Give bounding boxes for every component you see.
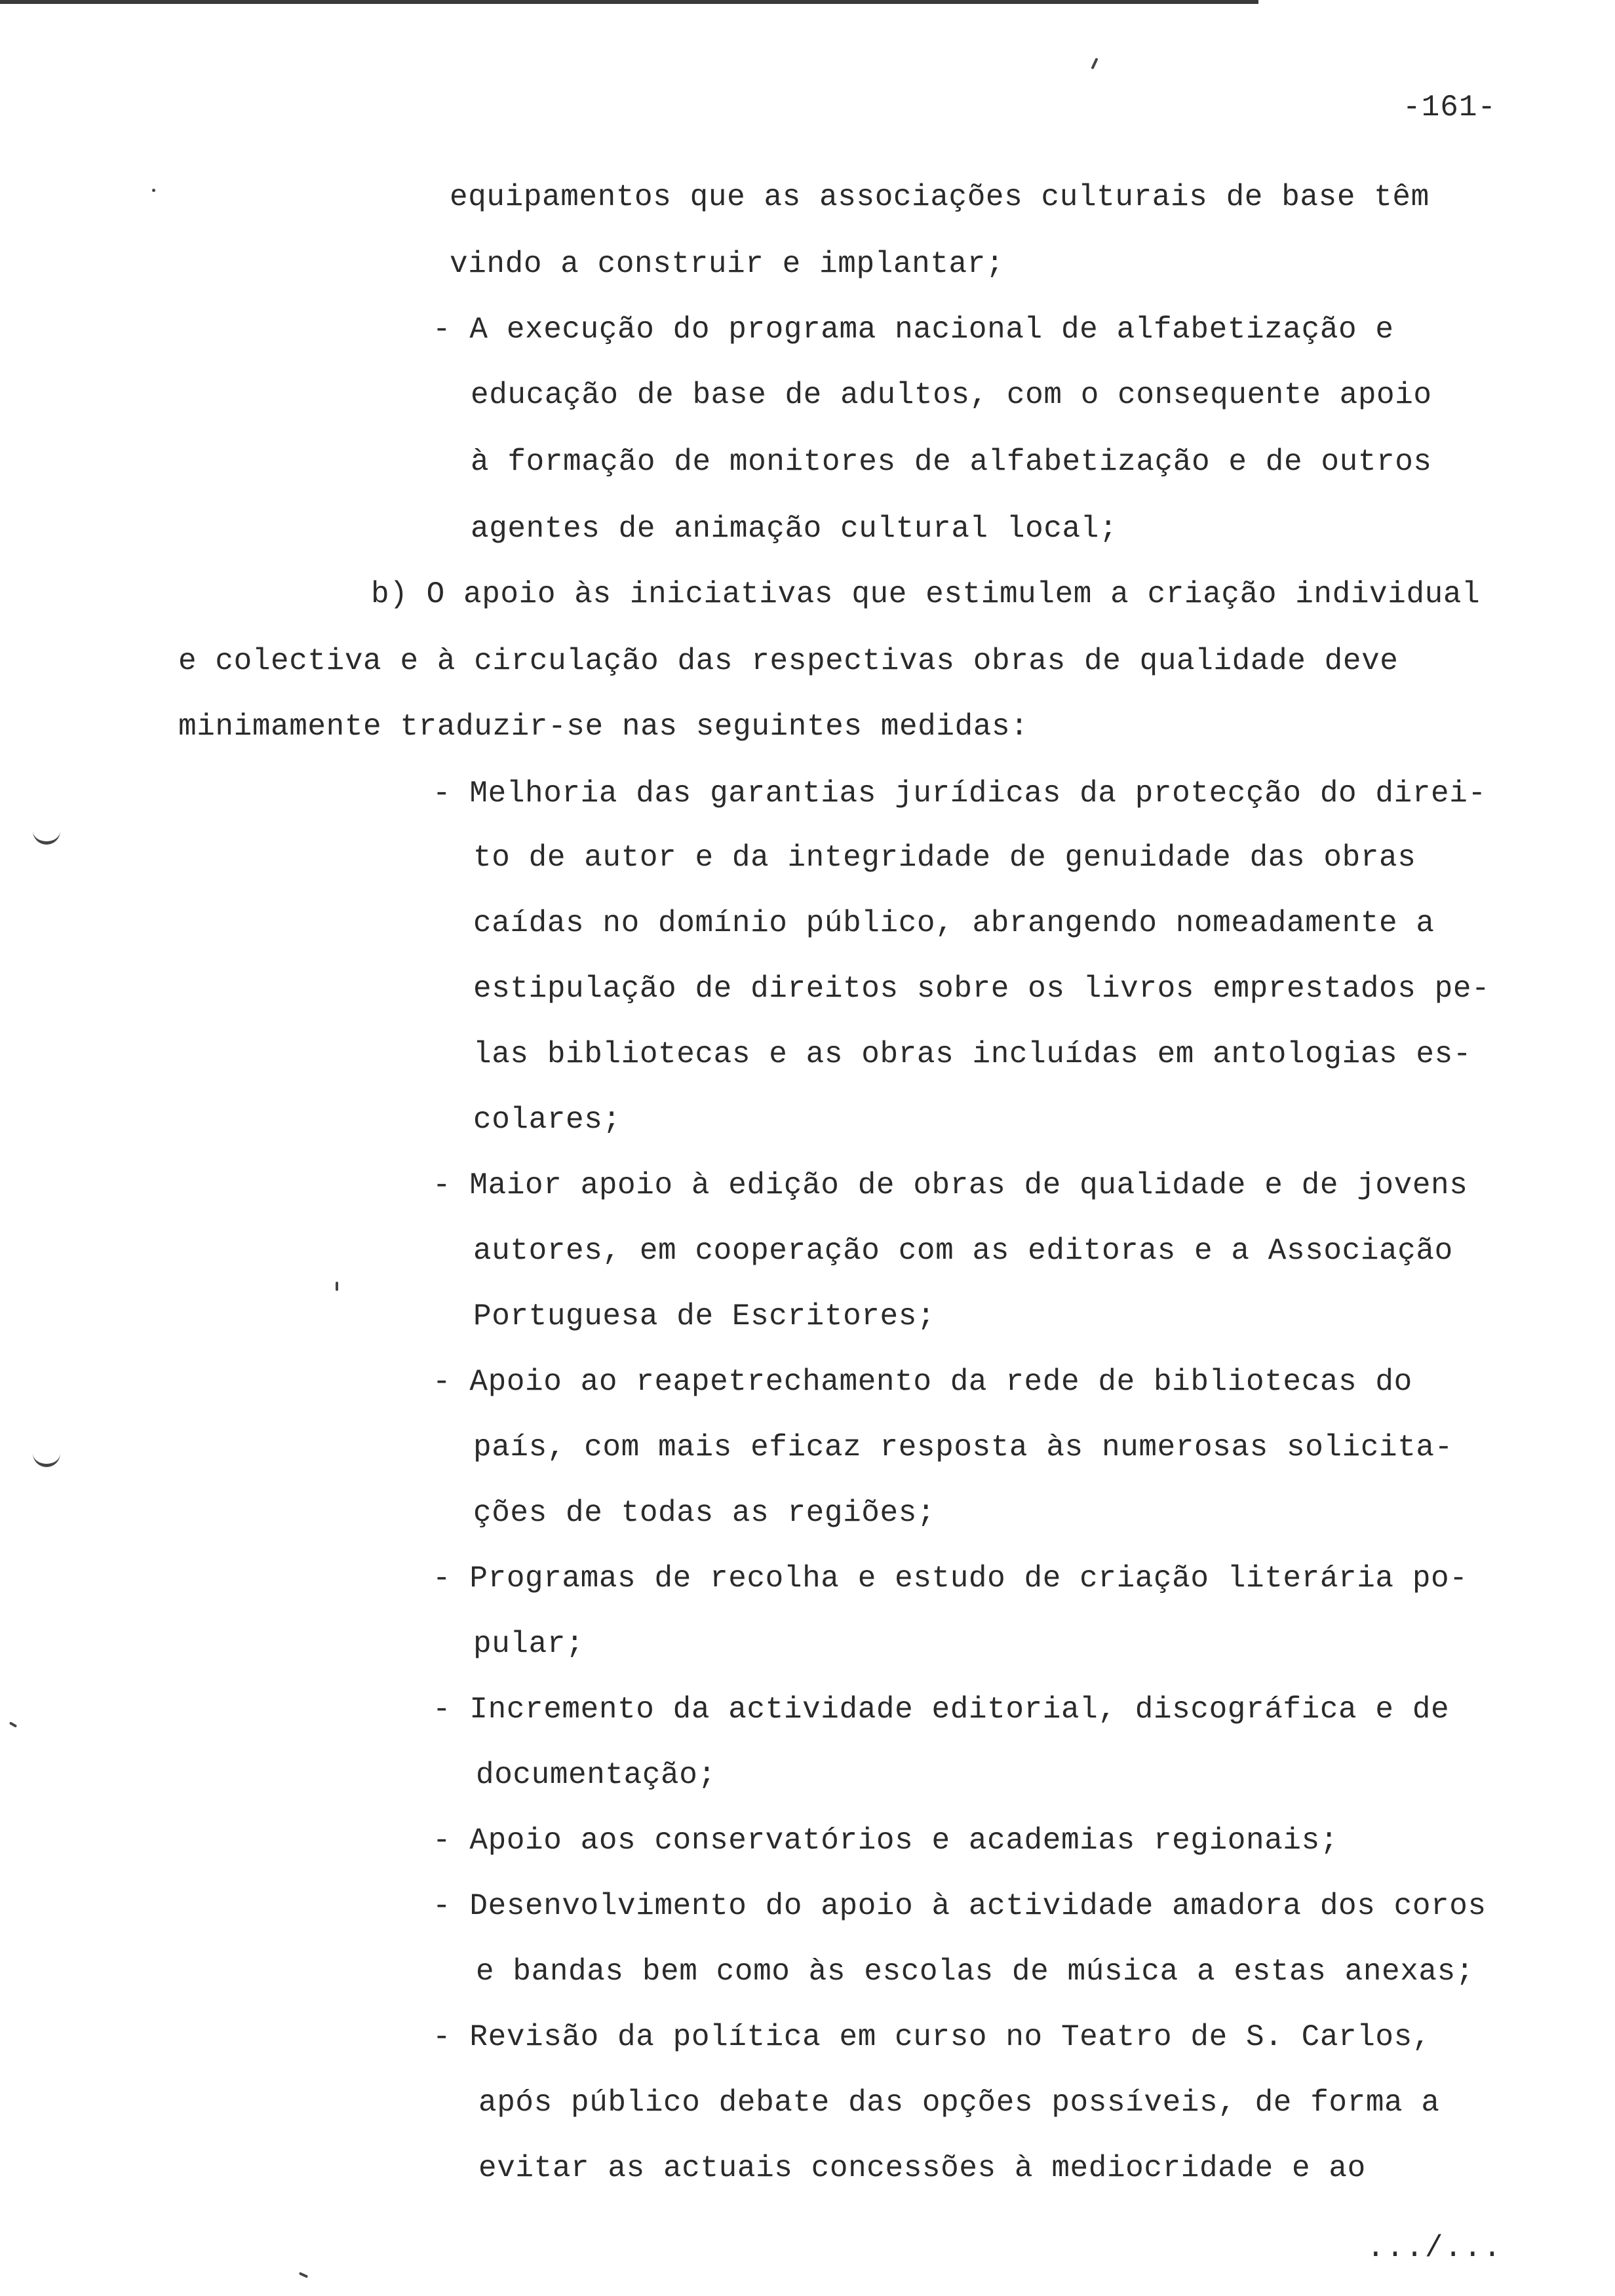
scan-speck <box>299 2272 308 2278</box>
scan-speck <box>9 1721 17 1727</box>
text-line: Portuguesa de Escritores; <box>473 1299 936 1333</box>
text-line: educação de base de adultos, com o consequente apoio <box>471 378 1432 412</box>
list-item: - Melhoria das garantias jurídicas da protecção do direi- <box>433 776 1487 811</box>
text-line: autores, em cooperação com as editoras e a Associação <box>473 1234 1453 1268</box>
text-line: evitar as actuais concessões à mediocridade e ao <box>478 2151 1366 2185</box>
text-line: documentação; <box>476 1758 716 1792</box>
text-line: país, com mais eficaz resposta às numerosas solicita- <box>473 1430 1453 1464</box>
list-item: - Revisão da política em curso no Teatro de S. Carlos, <box>433 2020 1431 2054</box>
margin-punch-mark <box>33 827 60 845</box>
text-line: ções de todas as regiões; <box>473 1496 936 1530</box>
text-line: equipamentos que as associações culturais de base têm <box>450 180 1430 214</box>
margin-punch-mark <box>33 1449 60 1467</box>
list-item: - Incremento da actividade editorial, discográfica e de <box>433 1693 1450 1727</box>
list-item: - Maior apoio à edição de obras de qualidade e de jovens <box>433 1168 1468 1202</box>
scan-speck <box>336 1282 338 1291</box>
text-line: minimamente traduzir-se nas seguintes medidas: <box>178 710 1029 744</box>
text-line: pular; <box>473 1627 585 1661</box>
list-item: - Programas de recolha e estudo de criação literária po- <box>433 1561 1468 1596</box>
paragraph-heading: b) O apoio às iniciativas que estimulem a criação individual <box>371 577 1481 611</box>
text-line: caídas no domínio público, abrangendo nomeadamente a <box>473 906 1435 940</box>
text-line: e colectiva e à circulação das respectivas obras de qualidade deve <box>178 644 1399 678</box>
list-item: - Desenvolvimento do apoio à actividade amadora dos coros <box>433 1889 1487 1923</box>
text-line: agentes de animação cultural local; <box>471 512 1118 546</box>
text-line: e bandas bem como às escolas de música a estas anexas; <box>476 1955 1475 1989</box>
scan-speck <box>152 189 155 192</box>
text-line: colares; <box>473 1103 621 1137</box>
text-line: à formação de monitores de alfabetização e de outros <box>471 445 1432 479</box>
scan-speck <box>1091 58 1098 69</box>
list-item: - Apoio aos conservatórios e academias regionais; <box>433 1824 1339 1858</box>
text-line: estipulação de direitos sobre os livros emprestados pe- <box>473 972 1490 1006</box>
text-line: to de autor e da integridade de genuidade das obras <box>473 841 1416 875</box>
list-item: - Apoio ao reapetrechamento da rede de bibliotecas do <box>433 1365 1412 1399</box>
text-line: vindo a construir e implantar; <box>450 247 1005 281</box>
text-line: após público debate das opções possíveis, de forma a <box>478 2086 1440 2120</box>
list-item: - A execução do programa nacional de alfabetização e <box>433 313 1394 347</box>
top-border-rule <box>0 0 1258 4</box>
continuation-mark: .../... <box>1367 2231 1503 2265</box>
page-number: -161- <box>1403 90 1497 124</box>
text-line: las bibliotecas e as obras incluídas em antologias es- <box>473 1037 1472 1071</box>
